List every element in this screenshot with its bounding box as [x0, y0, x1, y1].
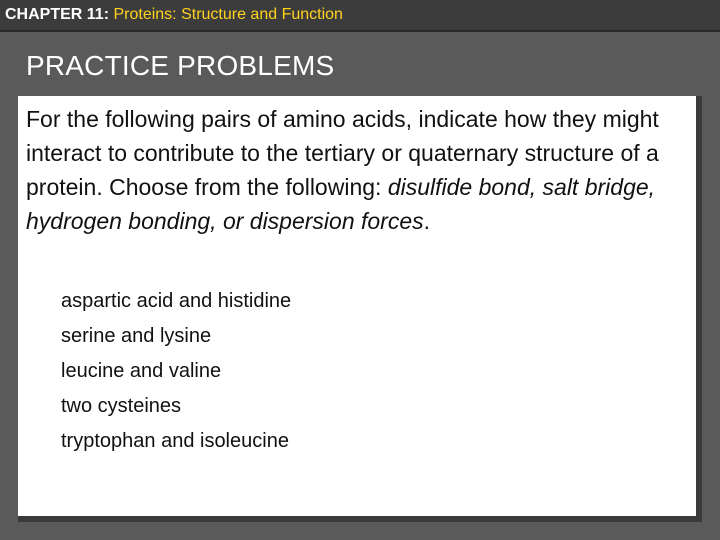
header-bar	[0, 0, 720, 32]
prompt-lead: For the following pairs of amino acids, indicate how they might interact to contribute to the tertiary or quaternary structure of a protein. Choose from the following:	[26, 106, 659, 200]
list-item: tryptophan and isoleucine	[61, 430, 289, 452]
list-item: aspartic acid and histidine	[61, 290, 292, 312]
content-box	[18, 96, 702, 522]
list-item: leucine and valine	[61, 360, 222, 382]
prompt-end: .	[423, 208, 431, 234]
list-item: serine and lysine	[61, 325, 212, 347]
chapter-label: CHAPTER 11:	[5, 6, 110, 23]
problem-prompt	[26, 102, 690, 238]
chapter-title: Proteins: Structure and Function	[113, 6, 343, 23]
list-item: two cysteines	[61, 395, 182, 417]
prompt-options: disulfide bond, salt bridge, hydrogen bonding, or dispersion forces	[26, 174, 656, 234]
slide-title: PRACTICE PROBLEMS	[26, 50, 335, 81]
amino-acid-pairs-list	[61, 284, 291, 459]
chapter-heading	[5, 5, 343, 25]
